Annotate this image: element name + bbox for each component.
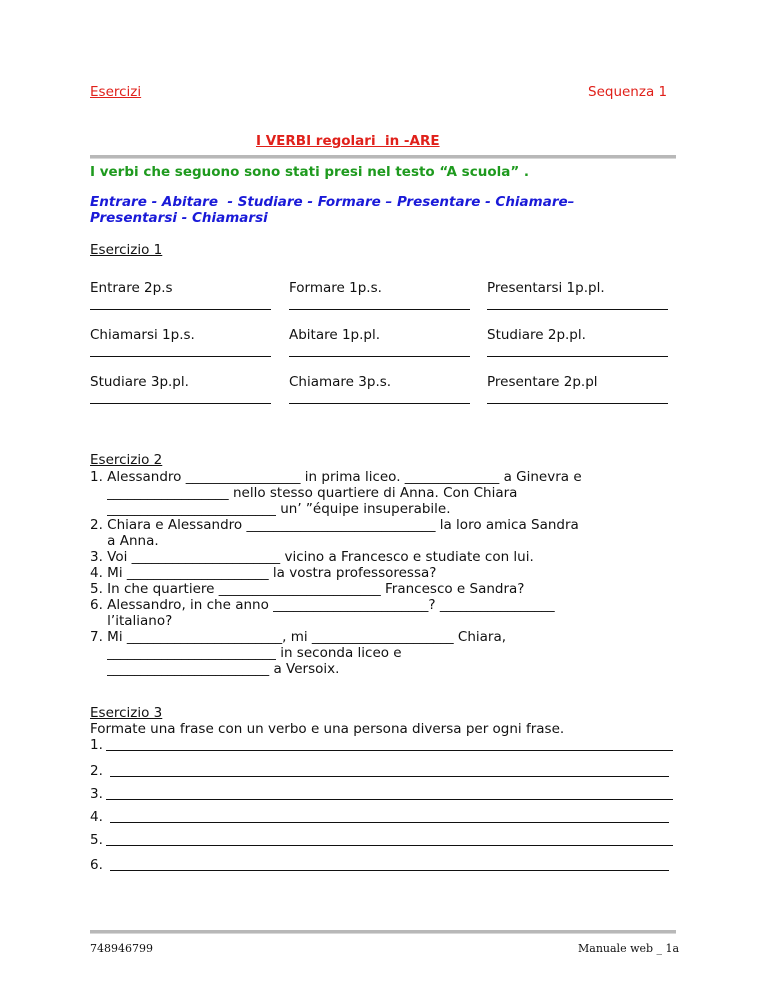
ex1-item: Presentarsi 1p.pl. (487, 280, 605, 296)
ex3-number: 6. (90, 857, 103, 873)
ex1-item: Presentare 2p.pl (487, 374, 598, 390)
answer-line[interactable] (90, 309, 271, 310)
answer-line[interactable] (110, 776, 669, 777)
answer-line[interactable] (289, 309, 470, 310)
subtitle: I verbi che seguono sono stati presi nel testo “A scuola” . (90, 164, 530, 180)
ex1-item: Studiare 2p.pl. (487, 327, 586, 343)
ex3-number: 2. (90, 763, 103, 779)
footer-right: Manuale web _ 1a (578, 942, 680, 955)
ex1-item: Abitare 1p.pl. (289, 327, 381, 343)
answer-line[interactable] (110, 822, 669, 823)
title-rule (90, 155, 676, 159)
ex3-number: 3. (90, 786, 103, 802)
header-right: Sequenza 1 (588, 84, 668, 100)
verbs-line-2: Presentarsi - Chiamarsi (90, 210, 268, 226)
ex2-line: 5. In che quartiere ________________________ Francesco e Sandra? (90, 581, 525, 597)
ex2-line: 1. Alessandro _________________ in prima liceo. ______________ a Ginevra e (90, 469, 582, 485)
exercise-1-heading: Esercizio 1 (90, 242, 163, 258)
answer-line[interactable] (90, 403, 271, 404)
exercise-3-instruction: Formate una frase con un verbo e una persona diversa per ogni frase. (90, 721, 565, 737)
ex1-item: Chiamarsi 1p.s. (90, 327, 195, 343)
ex2-line: 3. Voi ______________________ vicino a Francesco e studiate con lui. (90, 549, 534, 565)
ex1-item: Formare 1p.s. (289, 280, 382, 296)
ex3-number: 1. (90, 737, 103, 753)
answer-line[interactable] (90, 356, 271, 357)
ex3-number: 4. (90, 809, 103, 825)
answer-line[interactable] (289, 403, 470, 404)
answer-line[interactable] (106, 799, 673, 800)
ex1-item: Entrare 2p.s (90, 280, 173, 296)
footer-rule (90, 930, 676, 934)
ex3-number: 5. (90, 832, 103, 848)
answer-line[interactable] (487, 309, 668, 310)
ex2-line: _________________________ in seconda liceo e (90, 645, 402, 661)
exercise-3-heading: Esercizio 3 (90, 705, 163, 721)
ex1-item: Chiamare 3p.s. (289, 374, 392, 390)
answer-line[interactable] (487, 356, 668, 357)
answer-line[interactable] (106, 750, 673, 751)
ex2-line: __________________ nello stesso quartiere di Anna. Con Chiara (90, 485, 518, 501)
ex2-line: _________________________ un’ ”équipe insuperabile. (90, 501, 451, 517)
answer-line[interactable] (110, 870, 669, 871)
ex2-line: 7. Mi _______________________, mi _____________________ Chiara, (90, 629, 507, 645)
footer-left: 748946799 (90, 942, 153, 955)
answer-line[interactable] (106, 845, 673, 846)
exercise-2-heading: Esercizio 2 (90, 452, 163, 468)
header-left: Esercizi (90, 84, 142, 100)
verbs-line-1: Entrare - Abitare - Studiare - Formare – Presentare - Chiamare– (90, 194, 575, 210)
answer-line[interactable] (487, 403, 668, 404)
ex2-line: 2. Chiara e Alessandro ____________________________ la loro amica Sandra (90, 517, 579, 533)
ex2-line: 6. Alessandro, in che anno _______________________? _________________ (90, 597, 555, 613)
ex2-line: ________________________ a Versoix. (90, 661, 340, 677)
ex1-item: Studiare 3p.pl. (90, 374, 189, 390)
page-title: I VERBI regolari in -ARE (256, 133, 440, 149)
ex2-line: a Anna. (90, 533, 159, 549)
ex2-line: 4. Mi _____________________ la vostra professoressa? (90, 565, 437, 581)
answer-line[interactable] (289, 356, 470, 357)
ex2-line: l’italiano? (90, 613, 173, 629)
